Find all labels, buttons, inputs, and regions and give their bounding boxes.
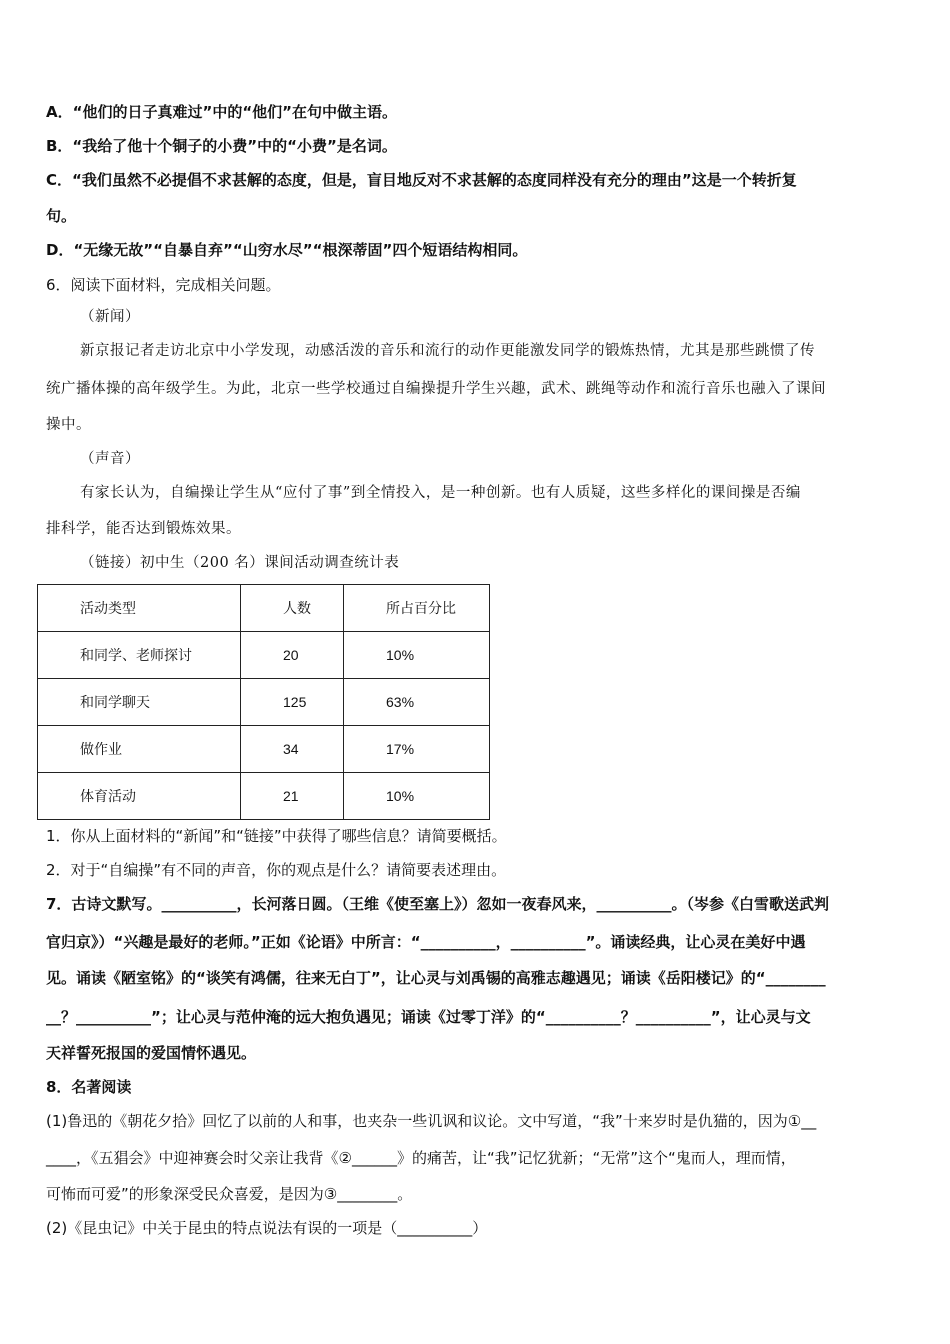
q8-part1-line3: 可怖而可爱”的形象深受民众喜爱，是因为③________。 [46,1185,413,1203]
q6-sub1: 1．你从上面材料的“新闻”和“链接”中获得了哪些信息？请简要概括。 [46,827,507,845]
q6-title: 6．阅读下面材料，完成相关问题。 [46,276,281,294]
table-cell: 20 [241,632,344,679]
table-cell: 体育活动 [38,773,241,820]
table-cell: 做作业 [38,726,241,773]
table-header-cell: 活动类型 [38,585,241,632]
q8-title: 8．名著阅读 [46,1078,132,1096]
table-cell: 和同学聊天 [38,679,241,726]
news-para-3: 操中。 [46,417,91,433]
q7-line5: 天祥誓死报国的爱国情怀遇见。 [46,1044,257,1062]
table-row [38,679,490,726]
table-row [38,726,490,773]
table-cell: 10% [344,632,490,679]
option-c-line2: 句。 [46,207,77,225]
table-cell: 63% [344,679,490,726]
table-header-cell: 所占百分比 [344,585,490,632]
news-label: （新闻） [80,309,140,325]
q7-line3: 见。诵读《陋室铭》的“谈笑有鸿儒，往来无白丁”，让心灵与刘禹锡的高雅志趣遇见；诵读《岳阳楼记》的“________ [46,969,826,987]
q8-part1-line1: (1)鲁迅的《朝花夕拾》回忆了以前的人和事，也夹杂一些讥讽和议论。文中写道，“我”十来岁时是仇猫的，因为①__ [46,1112,817,1130]
q8-part1-line2: ____，《五猖会》中迎神赛会时父亲让我背《②______》的痛苦，让“我”记忆犹新；“无常”这个“鬼而人，理而情， [46,1149,796,1167]
option-c-line1: C．“我们虽然不必提倡不求甚解的态度，但是，盲目地反对不求甚解的态度同样没有充分的理由”这是一个转折复 [46,171,797,189]
voice-label: （声音） [80,451,140,467]
q7-line2: 官归京》）“兴趣是最好的老师。”正如《论语》中所言：“__________，__________”。诵读经典，让心灵在美好中遇 [46,933,806,951]
option-d: D．“无缘无故”“自暴自弃”“山穷水尽”“根深蒂固”四个短语结构相同。 [46,241,528,259]
q7-line4: __？__________”；让心灵与范仲淹的远大抱负遇见；诵读《过零丁洋》的“__________？__________”，让心灵与文 [46,1008,811,1026]
table-cell: 21 [241,773,344,820]
link-label: （链接）初中生（200 名）课间活动调查统计表 [80,555,400,571]
news-para-2: 统广播体操的高年级学生。为此，北京一些学校通过自编操提升学生兴趣，武术、跳绳等动作和流行音乐也融入了课间 [46,381,826,397]
table-cell: 17% [344,726,490,773]
table-cell: 125 [241,679,344,726]
table-cell: 10% [344,773,490,820]
voice-para-1: 有家长认为，自编操让学生从“应付了事”到全情投入，是一种创新。也有人质疑，这些多样化的课间操是否编 [80,485,801,501]
table-header-cell: 人数 [241,585,344,632]
table-row [38,632,490,679]
voice-para-2: 排科学，能否达到锻炼效果。 [46,521,241,537]
option-b: B．“我给了他十个铜子的小费”中的“小费”是名词。 [46,137,397,155]
q7-line1: 7．古诗文默写。__________，长河落日圆。（王维《使至塞上》）忽如一夜春风来，__________。（岑参《白雪歌送武判 [46,895,829,913]
option-a: A．“他们的日子真难过”中的“他们”在句中做主语。 [46,103,398,121]
q6-sub2: 2．对于“自编操”有不同的声音，你的观点是什么？请简要表述理由。 [46,861,507,879]
news-para-1: 新京报记者走访北京中小学发现，动感活泼的音乐和流行的动作更能激发同学的锻炼热情，尤其是那些跳惯了传 [80,343,815,359]
table-header-row [38,585,490,632]
table-cell: 34 [241,726,344,773]
survey-table [37,584,490,820]
q8-part2: (2)《昆虫记》中关于昆虫的特点说法有误的一项是（__________） [46,1219,488,1237]
table-row [38,773,490,820]
table-cell: 和同学、老师探讨 [38,632,241,679]
